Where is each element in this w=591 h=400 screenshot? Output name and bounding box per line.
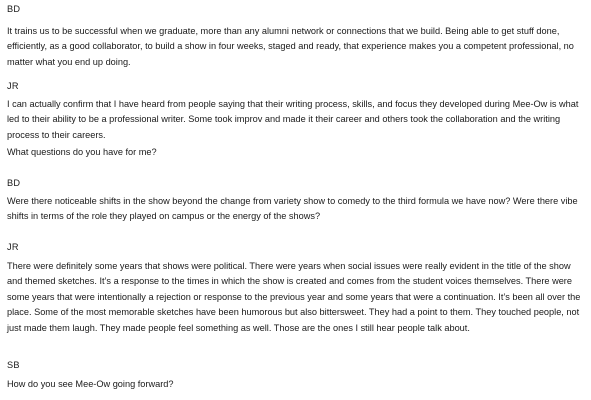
paragraph: What questions do you have for me? xyxy=(7,147,157,157)
speaker-label: BD xyxy=(7,4,21,14)
speaker-label: JR xyxy=(7,81,19,91)
paragraph: Were there noticeable shifts in the show beyond the change from variety show to comedy to the third formula we have now? Were there vibe shifts in terms of the role they played on campus or the energy of the shows? xyxy=(7,196,578,222)
paragraph: How do you see Mee-Ow going forward? xyxy=(7,379,174,389)
speaker-label: JR xyxy=(7,242,19,252)
paragraph: There were definitely some years that shows were political. There were years when social issues were really evident in the title of the show and themed sketches. It’s a response to the times in which the show is created and comes from the student voices themselves. There were some years that were intentionally a rejection or response to the previous year and some years that were a continuation. It’s been all over the place. Some of the most memorable sketches have been humorous but also bittersweet. They had a point to them. They touched people, not just made them laugh. They made people feel something as well. Those are the ones I still hear people talk about. xyxy=(7,261,581,333)
speaker-label: BD xyxy=(7,178,21,188)
paragraph: I can actually confirm that I have heard from people saying that their writing process, skills, and focus they developed during Mee-Ow is what led to their ability to be a professional writer. Some took improv and made it their career and others took the collaboration and the writing process to their careers. xyxy=(7,99,579,140)
speaker-label: SB xyxy=(7,360,20,370)
paragraph: It trains us to be successful when we graduate, more than any alumni network or connections that we build. Being able to get stuff done, efficiently, as a good collaborator, to build a show in four weeks, staged and ready, that experience makes you a competent professional, no matter what you end up doing. xyxy=(7,26,574,67)
